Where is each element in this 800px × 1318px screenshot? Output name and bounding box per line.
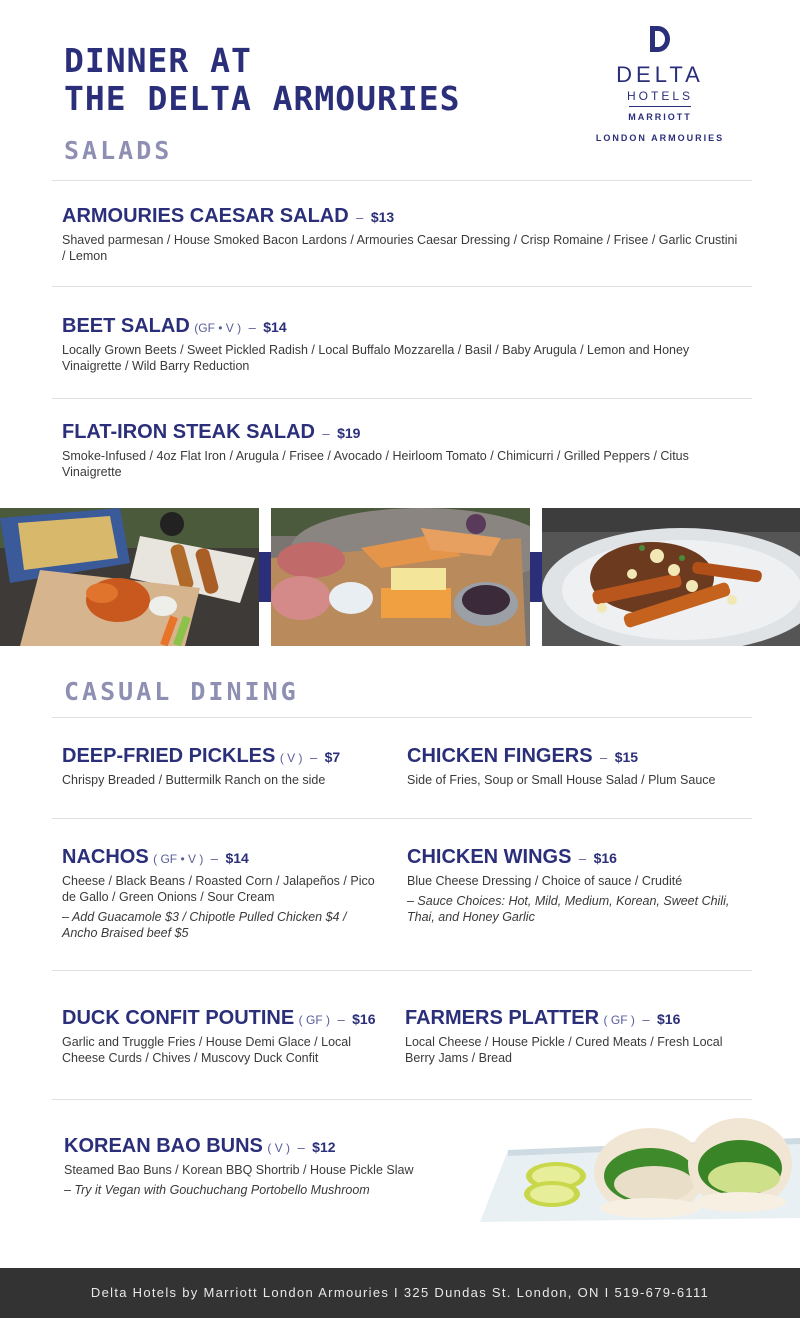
item-dash: –	[210, 851, 219, 866]
item-dash: –	[309, 750, 318, 765]
item-price: $19	[337, 425, 361, 441]
item-name: ARMOURIES CAESAR SALAD	[62, 205, 349, 227]
item-add-ons: – Add Guacamole $3 / Chipotle Pulled Chicken $4 / Ancho Braised beef $5	[62, 910, 347, 940]
item-diet-tag: ( GF )	[603, 1013, 635, 1027]
divider	[52, 818, 752, 819]
title-line-1: DINNER AT	[64, 41, 252, 80]
item-description: Garlic and Truggle Fries / House Demi Glace / Local Cheese Curds / Chives / Muscovy Duck Confit	[62, 1035, 352, 1065]
menu-item-caesar-salad	[62, 204, 742, 264]
menu-item-farmers-platter	[405, 1006, 750, 1066]
logo-delta: DELTA	[616, 62, 704, 87]
item-description: Chrispy Breaded / Buttermilk Ranch on the side	[62, 773, 326, 787]
photo-wings-and-nachos	[0, 508, 259, 646]
item-price: $12	[312, 1139, 336, 1155]
delta-hotels-logo	[590, 24, 730, 144]
divider	[52, 970, 752, 971]
item-dash: –	[600, 750, 608, 765]
photo-duck-poutine	[542, 508, 800, 646]
menu-item-chicken-wings	[407, 845, 747, 925]
photo-accent-bar	[530, 552, 542, 602]
menu-item-duck-confit-poutine	[62, 1006, 387, 1066]
footer-contact-bar	[0, 1268, 800, 1318]
item-price: $16	[593, 850, 617, 866]
item-description: Blue Cheese Dressing / Choice of sauce / Crudité	[407, 874, 683, 888]
divider	[52, 717, 752, 718]
item-dash: –	[578, 851, 587, 866]
item-name: FLAT-IRON STEAK SALAD	[62, 421, 315, 443]
item-diet-tag: ( GF )	[298, 1013, 330, 1027]
divider	[52, 398, 752, 399]
item-dash: –	[322, 426, 330, 441]
menu-item-flat-iron-steak-salad	[62, 420, 742, 480]
item-name: BEET SALAD	[62, 315, 190, 337]
item-dash: –	[297, 1140, 305, 1155]
menu-item-deep-fried-pickles	[62, 744, 382, 788]
delta-d-logo-icon	[646, 24, 674, 54]
item-price: $13	[370, 209, 395, 225]
item-name: CHICKEN WINGS	[407, 846, 572, 868]
item-description: Shaved parmesan / House Smoked Bacon Lardons / Armouries Caesar Dressing / Crisp Romaine / Frisee / Garlic Crustini / Lemon	[62, 233, 738, 263]
item-dash: –	[248, 320, 256, 335]
item-description: Side of Fries, Soup or Small House Salad / Plum Sauce	[407, 773, 716, 787]
item-dash: –	[642, 1012, 650, 1027]
item-description: Locally Grown Beets / Sweet Pickled Radish / Local Buffalo Mozzarella / Basil / Baby Arugula / Lemon and Honey Vinaigrette / Wild Barry Reduction	[62, 343, 690, 373]
item-price: $15	[614, 749, 639, 765]
footer-address: Delta Hotels by Marriott London Armouries I 325 Dundas St. London, ON I 519-679-6111	[90, 1285, 710, 1300]
item-name: KOREAN BAO BUNS	[64, 1135, 263, 1157]
item-name: DUCK CONFIT POUTINE	[62, 1007, 295, 1029]
menu-item-chicken-fingers	[407, 744, 747, 788]
menu-item-nachos	[62, 845, 377, 941]
item-diet-tag: ( GF • V )	[153, 852, 204, 866]
item-dash: –	[356, 210, 364, 225]
title-line-2: THE DELTA ARMOURIES	[64, 79, 461, 118]
item-price: $14	[263, 319, 287, 335]
item-description: Local Cheese / House Pickle / Cured Meats / Fresh Local Berry Jams / Bread	[405, 1035, 723, 1065]
logo-location: LONDON ARMOURIES	[595, 133, 725, 143]
food-photo-strip	[0, 508, 800, 646]
menu-title	[64, 42, 461, 118]
item-sauce-choices: – Sauce Choices: Hot, Mild, Medium, Korean, Sweet Chili, Thai, and Honey Garlic	[407, 894, 730, 924]
item-vegan-option: – Try it Vegan with Gouchuchang Portobello Mushroom	[64, 1183, 370, 1197]
menu-item-beet-salad	[62, 314, 742, 374]
photo-accent-bar	[259, 552, 271, 602]
item-dash: –	[337, 1012, 345, 1027]
item-name: NACHOS	[62, 846, 149, 868]
item-description: Steamed Bao Buns / Korean BBQ Shortrib / House Pickle Slaw	[64, 1163, 414, 1177]
photo-bao-buns	[478, 1110, 800, 1228]
divider	[52, 1099, 752, 1100]
item-price: $7	[324, 749, 341, 765]
item-diet-tag: ( V )	[279, 751, 303, 765]
photo-charcuterie-board	[271, 508, 530, 646]
section-heading-salads: SALADS	[64, 136, 173, 165]
logo-rule	[629, 106, 691, 107]
logo-hotels: HOTELS	[626, 89, 693, 103]
item-name: FARMERS PLATTER	[405, 1007, 600, 1029]
item-name: DEEP-FRIED PICKLES	[62, 745, 276, 767]
item-diet-tag: (GF • V )	[194, 321, 242, 335]
item-description: Smoke-Infused / 4oz Flat Iron / Arugula / Frisee / Avocado / Heirloom Tomato / Chimicurri / Grilled Peppers / Citus Vinaigrette	[62, 449, 689, 479]
menu-item-korean-bao-buns	[64, 1134, 464, 1198]
divider	[52, 180, 752, 181]
item-description: Cheese / Black Beans / Roasted Corn / Jalapeños / Pico de Gallo / Green Onions / Sour Cream	[62, 874, 375, 904]
item-name: CHICKEN FINGERS	[407, 745, 593, 767]
item-price: $16	[352, 1011, 376, 1027]
logo-marriott: MARRIOTT	[628, 112, 692, 122]
divider	[52, 286, 752, 287]
item-price: $14	[225, 850, 249, 866]
item-diet-tag: ( V )	[267, 1141, 291, 1155]
section-heading-casual-dining: CASUAL DINING	[64, 677, 299, 706]
item-price: $16	[657, 1011, 681, 1027]
